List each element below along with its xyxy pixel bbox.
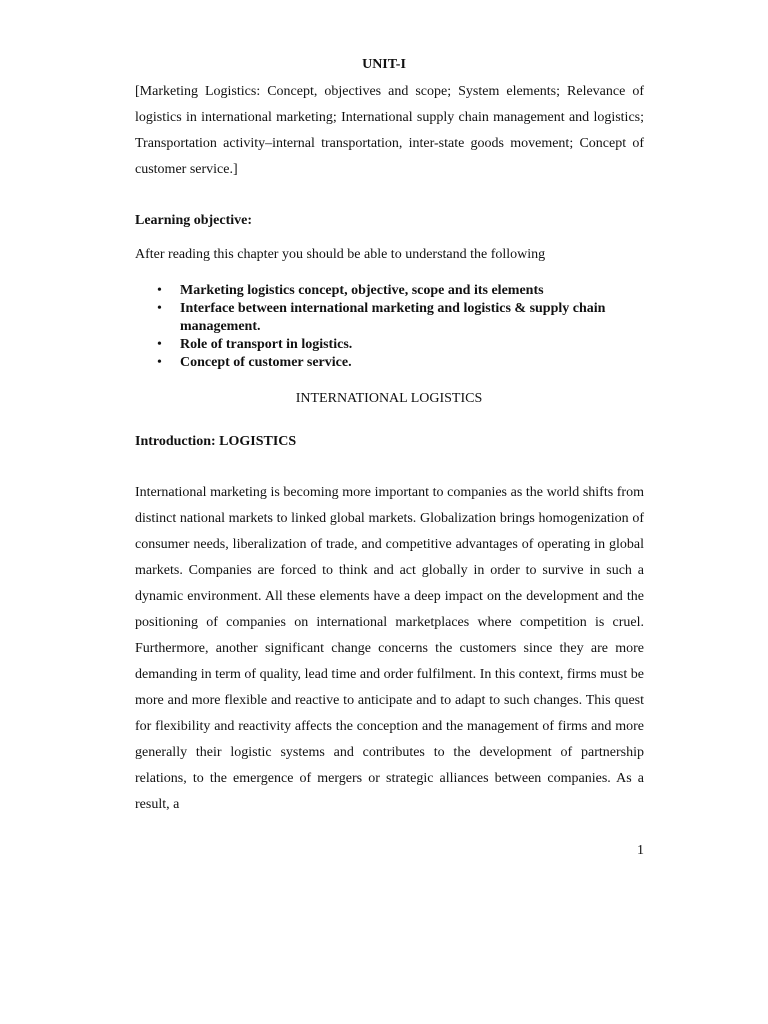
objective-text: Interface between international marketing and logistics & supply chain management. <box>180 301 606 334</box>
unit-title: UNIT-I <box>362 57 406 72</box>
objective-text: Marketing logistics concept, objective, scope and its elements <box>180 283 544 298</box>
objective-text: Role of transport in logistics. <box>180 337 353 352</box>
bullet-icon: • <box>157 337 162 352</box>
body-paragraph: International marketing is becoming more important to companies as the world shifts from distinct national markets to linked global markets. Globalization brings homogenization of consumer needs, liberalization of trade, and competitive advantages of operating in global markets. Companies are forced to think and act globally in order to survive in such a dynamic environment. All these elements have a deep impact on the development and the positioning of companies on international marketplaces where competition is cruel. Furthermore, another significant change concerns the customers since they are more demanding in term of quality, lead time and order fulfilment. In this context, firms must be more and more flexible and reactive to anticipate and to adapt to such changes. This quest for flexibility and reactivity affects the conception and the management of firms and more generally their logistic systems and contributes to the development of partnership relations, to the emergence of mergers or strategic alliances between companies. As a result, a <box>135 485 644 812</box>
objective-item <box>135 336 647 354</box>
bullet-icon: • <box>157 301 162 316</box>
syllabus-paragraph: [Marketing Logistics: Concept, objectives and scope; System elements; Relevance of logistics in international marketing; International supply chain management and logistics; Transportation activity–internal transportation, inter-state goods movement; Concept of customer service.] <box>135 84 644 177</box>
bullet-icon: • <box>157 283 162 298</box>
objective-item <box>135 282 647 300</box>
bullet-icon: • <box>157 355 162 370</box>
section-title: INTERNATIONAL LOGISTICS <box>295 391 483 406</box>
objectives-list <box>135 282 647 372</box>
objective-item <box>135 354 647 372</box>
learning-objective-intro: After reading this chapter you should be able to understand the following <box>135 247 546 262</box>
objective-item <box>135 300 647 336</box>
page-number: 1 <box>637 843 644 858</box>
learning-objective-heading: Learning objective: <box>135 213 253 228</box>
objective-text: Concept of customer service. <box>180 355 352 370</box>
introduction-heading: Introduction: LOGISTICS <box>135 434 297 449</box>
